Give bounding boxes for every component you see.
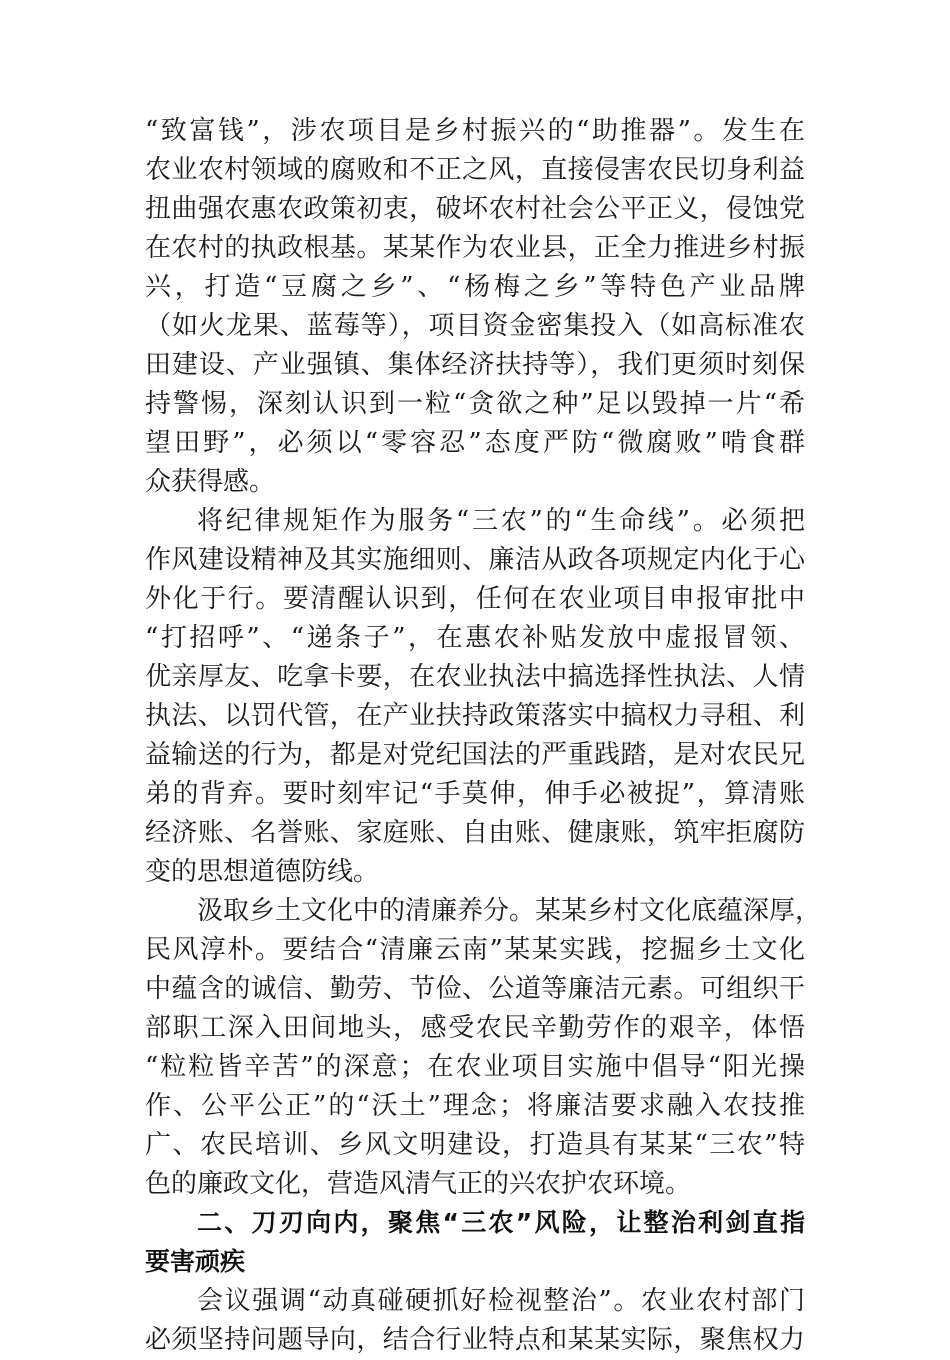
text-line: 必须坚持问题导向，结合行业特点和某某实际，聚焦权力 <box>145 1325 805 1355</box>
text-line: 将纪律规矩作为服务“三农”的“生命线”。必须把 <box>197 506 805 536</box>
text-line: 经济账、名誉账、家庭账、自由账、健康账，筑牢拒腐防 <box>145 818 805 848</box>
text-line: 田建设、产业强镇、集体经济扶持等），我们更须时刻保 <box>145 350 805 380</box>
text-line: “致富钱”，涉农项目是乡村振兴的“助推器”。发生在 <box>145 116 805 146</box>
text-line: 众获得感。 <box>145 467 276 497</box>
text-line: 变的思想道德防线。 <box>145 857 380 887</box>
text-line: “打招呼”、“递条子”，在惠农补贴发放中虚报冒领、 <box>145 623 805 653</box>
text-line: “粒粒皆辛苦”的深意；在农业项目实施中倡导“阳光操 <box>145 1052 805 1082</box>
text-line: 民风淳朴。要结合“清廉云南”某某实践，挖掘乡土文化 <box>145 935 805 965</box>
section-heading: 要害顽疾 <box>145 1247 246 1276</box>
text-line: 中蕴含的诚信、勤劳、节俭、公道等廉洁元素。可组织干 <box>145 974 805 1004</box>
text-line: 在农村的执政根基。某某作为农业县，正全力推进乡村振 <box>145 233 805 263</box>
text-line: 作、公平公正”的“沃土”理念；将廉洁要求融入农技推 <box>145 1091 805 1121</box>
text-line: 优亲厚友、吃拿卡要，在农业执法中搞选择性执法、人情 <box>145 662 805 692</box>
text-line: 执法、以罚代管，在产业扶持政策落实中搞权力寻租、利 <box>145 701 805 731</box>
text-line: 持警惕，深刻认识到一粒“贪欲之种”足以毁掉一片“希 <box>145 389 805 419</box>
text-line: 扭曲强农惠农政策初衷，破坏农村社会公平正义，侵蚀党 <box>145 194 805 224</box>
text-line: 弟的背弃。要时刻牢记“手莫伸，伸手必被捉”，算清账 <box>145 779 805 809</box>
text-line: 望田野”，必须以“零容忍”态度严防“微腐败”啃食群 <box>145 428 805 458</box>
text-line: 外化于行。要清醒认识到，任何在农业项目申报审批中 <box>145 584 805 614</box>
text-line: 部职工深入田间地头，感受农民辛勤劳作的艰辛，体悟 <box>145 1013 805 1043</box>
text-line: 农业农村领域的腐败和不正之风，直接侵害农民切身利益 <box>145 155 805 185</box>
text-line: 兴，打造“豆腐之乡”、“杨梅之乡”等特色产业品牌 <box>145 272 805 302</box>
section-heading: 二、刀刃向内，聚焦“三农”风险，让整治利剑直指 <box>197 1208 805 1237</box>
text-line: 广、农民培训、乡风文明建设，打造具有某某“三农”特 <box>145 1130 805 1160</box>
text-line: （如火龙果、蓝莓等），项目资金密集投入（如高标准农 <box>145 311 805 341</box>
text-line: 色的廉政文化，营造风清气正的兴农护农环境。 <box>145 1169 692 1199</box>
text-line: 作风建设精神及其实施细则、廉洁从政各项规定内化于心 <box>145 545 805 575</box>
text-line: 益输送的行为，都是对党纪国法的严重践踏，是对农民兄 <box>145 740 805 770</box>
text-line: 会议强调“动真碰硬抓好检视整治”。农业农村部门 <box>197 1286 805 1316</box>
text-line: 汲取乡土文化中的清廉养分。某某乡村文化底蕴深厚， <box>197 896 822 926</box>
